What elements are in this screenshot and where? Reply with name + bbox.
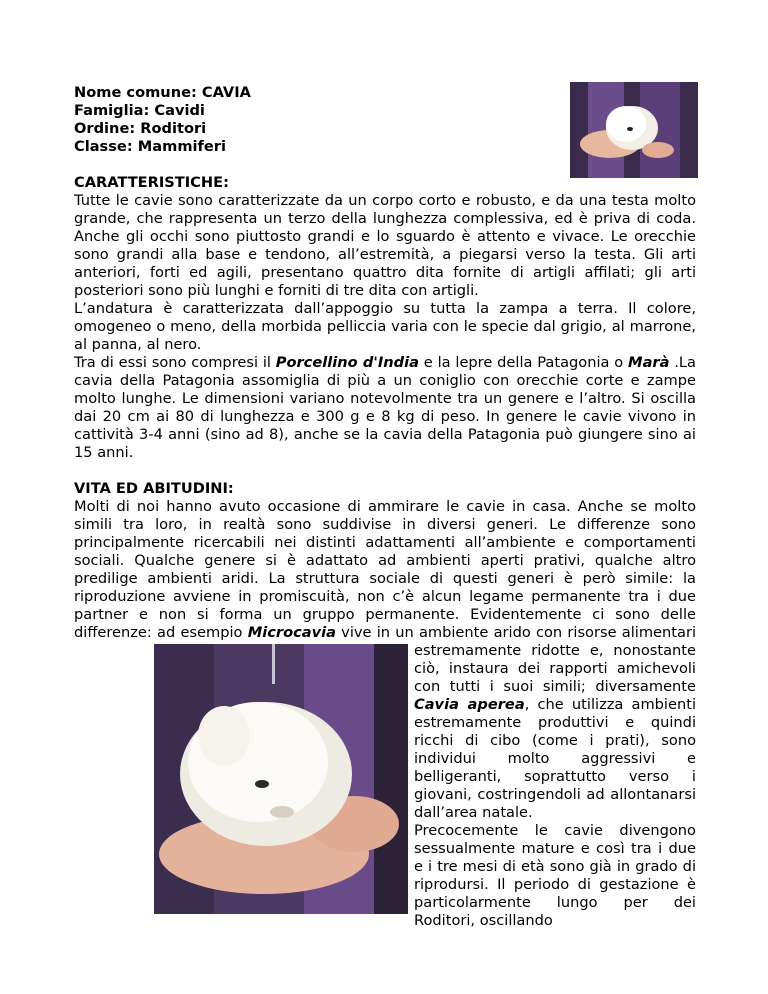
family: Famiglia: Cavidi — [74, 102, 205, 119]
section-title-vita: VITA ED ABITUDINI: — [74, 480, 234, 497]
document-body — [74, 84, 696, 944]
paragraph: L’andatura è caratterizzata dall’appoggio su tutta la zampa a terra. Il colore, omogeneo o meno, della morbida pelliccia varia con le specie dal grigio, al marrone, al panna, al nero. — [74, 300, 696, 353]
term-porcellino: Porcellino d'India — [275, 354, 419, 371]
paragraph: Molti di noi hanno avuto occasione di ammirare le cavie in casa. Anche se molto simili tra loro, in realtà sono suddivise in diversi generi. Le differenze sono principalmente ricercabili nei distinti adattamenti all’ambiente e comportamenti sociali. Qualche genere si è adattato ad ambienti aperti prativi, qualche altro predilige ambienti aridi. La struttura sociale di questi generi è però simile: la riproduzione avviene in promiscuità, non c’è alcun legame permanente tra i due partner e non si forma un gruppo permanente. Evidentemente ci sono delle differenze: ad esempio Microcavia vive in un ambiente arido con risorse alimentari estremamente ridotte e, nonostante ciò, instaura dei rapporti amichevoli con tutti i suoi simili; diversamente Cavia aperea, che utilizza ambienti estremamente produttivi e quindi ricchi di cibo (come i prati), sono individui molto aggressivi e belligeranti, soprattutto verso i giovani, costringendoli ad allontanarsi dall’area natale. — [74, 498, 696, 821]
class: Classe: Mammiferi — [74, 138, 226, 155]
common-name: Nome comune: CAVIA — [74, 84, 251, 101]
paragraph: Precocemente le cavie divengono sessualmente mature e così tra i due e i tre mesi di età sono già in grado di riprodursi. Il periodo di gestazione è particolarmente lungo per dei Roditori, oscillando — [414, 822, 696, 929]
term-cavia-aperea: Cavia aperea — [414, 696, 525, 713]
term-mara: Marà — [628, 354, 670, 371]
order: Ordine: Roditori — [74, 120, 207, 137]
section-title-caratteristiche: CARATTERISTICHE: — [74, 174, 229, 191]
term-microcavia: Microcavia — [247, 624, 336, 641]
paragraph: Tra di essi sono compresi il Porcellino d'India e la lepre della Patagonia o Marà .La cavia della Patagonia assomiglia di più a un coniglio con orecchie corte e zampe molto lunghe. Le dimensioni variano notevolmente tra un genere e l’altro. Si oscilla dai 20 cm ai 80 di lunghezza e 300 g e 8 kg di peso. In genere le cavie vivono in cattività 3-4 anni (sino ad 8), anche se la cavia della Patagonia può giungere sino ai 15 anni. — [74, 354, 697, 461]
paragraph: Tutte le cavie sono caratterizzate da un corpo corto e robusto, e da una testa molto grande, che rappresenta un terzo della lunghezza complessiva, ed è priva di coda. Anche gli occhi sono piuttosto grandi e lo sguardo è attento e vivace. Le orecchie sono grandi alla base e tendono, all’estremità, a piegarsi verso la testa. Gli arti anteriori, forti ed agili, presentano quattro dita fornite di artigli affilati; gli arti posteriori sono più lunghi e forniti di tre dita con artigli. — [74, 192, 696, 299]
